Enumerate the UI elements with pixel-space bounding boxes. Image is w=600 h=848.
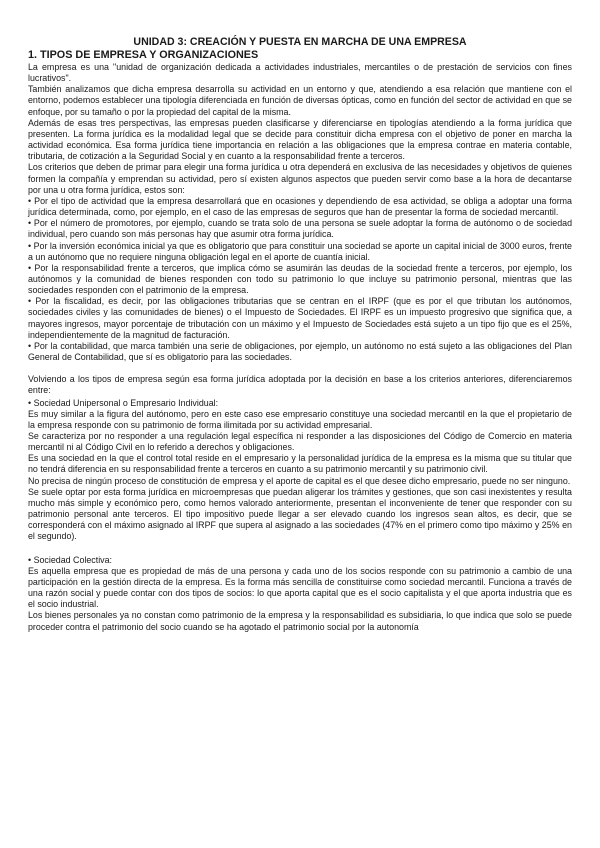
colectiva-block [28, 555, 572, 633]
bullet-paragraph: • Por la contabilidad, que marca también una serie de obligaciones, por ejemplo, un autónomo no está sujeto a las obligaciones del Plan General de Contabilidad, que sí es obligatorio para las sociedades. [28, 340, 572, 363]
paragraph: También analizamos que dicha empresa desarrolla su actividad en un entorno y que, atendiendo a esa relación que mantiene con el entorno, podemos establecer una tipología diferenciada en función de diversas ópticas, como en función del sector de actividad en que se enfoque, por su tamaño o por la propiedad del capital de la misma. [28, 84, 572, 117]
paragraph: Además de esas tres perspectivas, las empresas pueden clasificarse y diferenciarse en tipologías atendiendo a la forma jurídica que presenten. La forma jurídica es la modalidad legal que se decide para constituir dicha empresa con el objetivo de poner en marcha la actividad económica. Esa forma jurídica tiene importancia en relación a las obligaciones que la empresa contrae en materia contable, tributaria, de cotización a la Seguridad Social y en cuanto a la responsabilidad frente a terceros. [28, 117, 572, 162]
intro-block [28, 62, 572, 363]
subheading: • Sociedad Colectiva: [28, 554, 113, 565]
bullet-paragraph: • Por la fiscalidad, es decir, por las obligaciones tributarias que se centran en el IRPF (que es por el que tributan los autónomos, sociedades civiles y las comunidades de bienes) o el Impuesto de Sociedades. El IRPF es un impuesto progresivo que significa que, a mayores ingresos, mayor porcentaje de tributación con un máximo y el Impuesto de Sociedades está sujeto a un tipo fijo que es el 25%, independientemente de la magnitud de facturación. [28, 296, 572, 340]
paragraph: Se caracteriza por no responder a una regulación legal específica ni responder a las disposiciones del Código de Comercio en materia mercantil ni al Código Civil en lo referido a derechos y obligaciones. [28, 431, 572, 453]
blank-line [28, 543, 572, 554]
document-title: UNIDAD 3: CREACIÓN Y PUESTA EN MARCHA DE UNA EMPRESA [133, 36, 467, 48]
paragraph: Es muy similar a la figura del autónomo, pero en este caso ese empresario constituye una sociedad mercantil en la que el propietario de la empresa responde con su patrimonio de forma ilimitada por su actividad empresarial. [28, 408, 572, 430]
paragraph: Volviendo a los tipos de empresa según esa forma jurídica adoptada por la decisión en base a los criterios anteriores, diferenciaremos entre: [28, 374, 572, 396]
bullet-paragraph: • Por la responsabilidad frente a terceros, que implica cómo se asumirán las deudas de la sociedad frente a terceros, por ejemplo, los autónomos y la comunidad de bienes responden con todo su patrimonio lo que incluye su patrimonio personal, mientras que las sociedades responden con el patrimonio de la empresa. [28, 262, 572, 296]
paragraph: Se suele optar por esta forma jurídica en microempresas que puedan aligerar los trámites y gestiones, que son casi inexistentes y resulta mucho más simple y económico pero, como hemos valorado anteriormente, presentan el inconveniente de tener que responder con su patrimonio personal ante terceros. El tipo impositivo puede llegar a ser elevado cuando los ingresos sean altos, es decir, que se corresponderá con el máximo asignado al IRPF que supera al asignado a las sociedades (47% en el primero como tipo máximo y 25% en el segundo). [28, 486, 572, 542]
bullet-paragraph: • Por el tipo de actividad que la empresa desarrollará que en ocasiones y dependiendo de esa actividad, se obliga a adoptar una forma jurídica determinada, como, por ejemplo, en el caso de las empresas de seguros que han de presentar la forma de sociedad mercantil. [28, 195, 572, 218]
subheading: • Sociedad Unipersonal o Empresario Individual: [28, 397, 219, 408]
bullet-paragraph: • Por el número de promotores, por ejemplo, cuando se trata solo de una persona se suele adoptar la forma de autónomo o de sociedad individual, pero cuando son más personas hay que asumir otra forma jurídica. [28, 218, 572, 240]
blank-line [28, 363, 572, 374]
paragraph: Es una sociedad en la que el control total reside en el empresario y la personalidad jurídica de la empresa es la misma que su titular que no tendrá diferencia en su responsabilidad frente a terceros en cuanto a su patrimonio mercantil y su patrimonio civil. [28, 453, 572, 475]
paragraph: Los bienes personales ya no constan como patrimonio de la empresa y la responsabilidad es subsidiaria, lo que indica que solo se puede proceder contra el patrimonio del socio cuando se ha agotado el patrimonio social por la autonomía [28, 610, 572, 632]
paragraph: No precisa de ningún proceso de constitución de empresa y el aporte de capital es el que desee dicho empresario, puede no ser ninguno. [28, 475, 571, 486]
section-heading: 1. TIPOS DE EMPRESA Y ORGANIZACIONES [28, 49, 259, 61]
paragraph: Es aquella empresa que es propiedad de más de una persona y cada uno de los socios responde con su patrimonio a cambio de una participación en la gestión directa de la empresa. Es la forma más sencilla de constituirse como sociedad mercantil. Funciona a través de una razón social y puede contar con dos tipos de socios: lo que aporta capital que es el socio capitalista y el que aporta industria que es el socio industrial. [28, 565, 572, 610]
bullet-paragraph: • Por la inversión económica inicial ya que es obligatorio que para constituir una sociedad se aporte un capital inicial de 3000 euros, frente a un autónomo que no requiere ninguna obligación legal en el aporte de cuantía inicial. [28, 240, 572, 262]
paragraph: La empresa es una "unidad de organización dedicada a actividades industriales, mercantiles o de prestación de servicios con fines lucrativos". [28, 62, 572, 84]
paragraph: Los criterios que deben de primar para elegir una forma jurídica u otra dependerá en exclusiva de las necesidades y objetivos de quienes formen la compañía y emprendan su actividad, pero sí existen algunos aspectos que pueden servir como base a la hora de decantarse por una u otra forma jurídica, estos son: [28, 162, 572, 195]
unipersonal-block [28, 374, 572, 542]
